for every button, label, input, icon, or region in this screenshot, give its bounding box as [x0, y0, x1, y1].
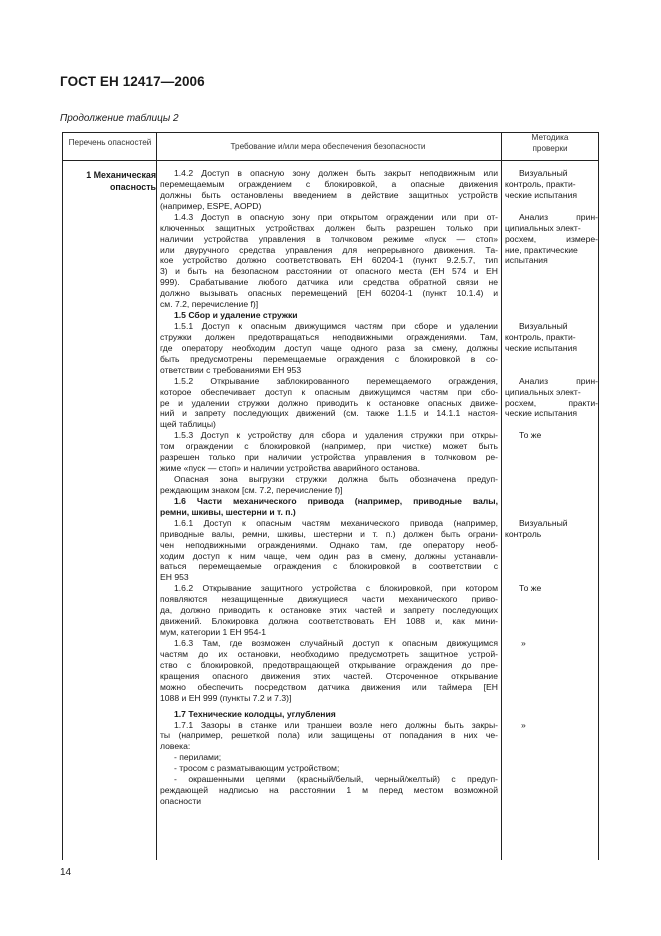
table-header-border	[62, 160, 598, 161]
method-line: росхем, практи-	[505, 397, 598, 408]
method-line: ческие испытания	[505, 408, 578, 419]
requirement-line: появляются незащищенные движущиеся части механического приво-	[160, 594, 498, 605]
requirement-line: 1.5 Сбор и удаление стружки	[174, 310, 298, 321]
method-line: ципиальных элект-	[505, 386, 581, 397]
requirement-line: ходим доступ к ним чаще, чем один раз в смену, должны устанавли-	[160, 550, 498, 561]
table-left-border	[62, 132, 63, 860]
requirement-line: 1.6.1 Доступ к опасным частям механического привода (например,	[174, 517, 498, 528]
method-line: Анализ прин-	[519, 211, 598, 222]
requirement-line: 1.6 Части механического привода (например, приводные валы,	[174, 495, 498, 506]
column-header-hazards: Перечень опасностей	[68, 138, 152, 147]
table-right-border	[598, 132, 599, 860]
requirement-line: 1.5.3 Доступ к устройству для сбора и удаления стружки при откры-	[174, 430, 498, 441]
requirement-line: перемещаемым ограждением с блокировкой, а опасные движения	[160, 178, 498, 189]
page-number: 14	[60, 867, 72, 878]
requirement-line: где оператору необходим доступ чаще одного раза за смену, должны	[160, 342, 498, 353]
requirement-line: ты (например, решеткой пола) или защищены от попадания в них че-	[160, 730, 498, 741]
requirement-line: ловека:	[160, 741, 191, 752]
table-divider-1	[156, 132, 157, 860]
method-line: То же	[519, 583, 542, 594]
requirement-line: 1.6.2 Открывание защитного устройства с блокировкой, при котором	[174, 583, 498, 594]
requirement-line: движений. Блокировка должна соответствовать ЕН 1088 и, как мини-	[160, 616, 498, 627]
requirement-line: Опасная зона выгрузки стружки должна быть обозначена предуп-	[174, 474, 498, 485]
requirement-line: 1.5.2 Открывание заблокированного перемещаемого ограждения,	[174, 375, 498, 386]
method-line: контроль, практи-	[505, 178, 576, 189]
requirement-line: 1.4.2 Доступ в опасную зону должен быть закрыт неподвижным или	[174, 168, 498, 178]
method-line: контроль, практи-	[505, 331, 576, 342]
requirement-line: 1.7 Технические колодцы, углубления	[174, 708, 336, 719]
requirement-line: 1.6.3 Там, где возможен случайный доступ к опасным движущимся	[174, 637, 498, 648]
requirement-line: реждающим знаком [см. 7.2, перечисление f)]	[160, 484, 343, 495]
requirement-line: ремни, шкивы, шестерни и т. п.)	[160, 506, 296, 517]
table-caption: Продолжение таблицы 2	[60, 113, 179, 124]
method-line: То же	[519, 430, 542, 441]
requirement-line: 1.4.3 Доступ в опасную зону при открытом ограждении или при от-	[174, 211, 498, 222]
requirement-line: кращения опасного движения этих частей. Отсроченное открывание	[160, 670, 498, 681]
table-divider-2	[501, 132, 502, 860]
requirement-line: жиме «пуск — стоп» и наличии устройства аварийного останова.	[160, 463, 420, 474]
requirement-line: 999). Срабатывание любого датчика или средства обратной связи не	[160, 277, 498, 288]
method-line: ческие испытания	[505, 342, 578, 353]
method-line: росхем, измере-	[505, 233, 598, 244]
requirement-line: чен неподвижными ограждениями. Однако там, где оператору необ-	[160, 539, 498, 550]
requirement-line: - тросом с разматывающим устройством;	[174, 763, 340, 774]
requirement-line: разрешен только при наличии устройства управления в толчковом ре-	[160, 452, 498, 463]
requirement-line: 1088 и ЕН 999 (пункты 7.2 и 7.3)]	[160, 692, 292, 703]
requirement-line: ваться перемещаемые ограждения с блокировкой в соответствии с	[160, 561, 498, 572]
method-line: »	[521, 637, 526, 648]
requirement-line: или двуручного средства управления для непрерывного движения. Та-	[160, 244, 498, 255]
method-line: ние, практические	[505, 244, 578, 255]
method-line: »	[521, 719, 526, 730]
requirement-line: (например, ESPE, AOPD)	[160, 200, 262, 211]
requirement-line: ре и удалении стружки должно приводить к остановке опасных движе-	[160, 397, 498, 408]
requirement-line: 1.7.1 Зазоры в станке или траншеи возле него должны быть закры-	[174, 719, 498, 730]
method-line: испытания	[505, 255, 548, 266]
requirement-line: ство с блокировкой, предотвращающей открывание ограждения до пре-	[160, 659, 498, 670]
method-line: ципиальных элект-	[505, 222, 581, 233]
method-line: ческие испытания	[505, 189, 578, 200]
requirement-line: опасности	[160, 796, 202, 806]
requirement-line: ответствии с требованиями ЕН 953	[160, 364, 302, 375]
requirement-line: да, должно приводить к остановке этих частей и запрету последующих	[160, 605, 498, 616]
method-line: контроль	[505, 528, 542, 539]
method-line: Визуальный	[519, 321, 568, 332]
column-header-method: Методика проверки	[531, 133, 569, 153]
requirement-line: 1.5.1 Доступ к опасным движущимся частям при сборе и удалении	[174, 321, 498, 332]
requirement-line: ключенных защитных устройствах должен быть разрешен только при	[160, 222, 498, 233]
requirement-line: приводные валы, ремни, шкивы, шестерни и т. п.) должен быть ограни-	[160, 528, 498, 539]
requirement-line: можно обеспечить посредством датчика движения или таймера [ЕН	[160, 681, 498, 692]
column-header-requirement: Требование и/или мера обеспечения безопасности	[230, 142, 426, 151]
requirement-line: должны быть остановлены введением в действие защитных устройств	[160, 189, 498, 200]
requirement-line: кое устройство должно соответствовать ЕН 60204-1 (пункт 9.2.5.7, тип	[160, 255, 498, 266]
document-title: ГОСТ ЕН 12417—2006	[60, 74, 205, 89]
requirement-line: мум, категории 1 ЕН 954-1	[160, 627, 267, 638]
hazard-label: 1 Механическая опасность	[86, 170, 156, 192]
requirement-line: том ограждении с блокировкой (например, при чистке) может быть	[160, 441, 498, 452]
requirement-line: щей таблицы)	[160, 419, 216, 430]
requirement-line: - окрашенными цепями (красный/белый, черный/желтый) с предуп-	[174, 774, 498, 785]
requirement-line: должно вызывать опасных перемещений [ЕН 60204-1 (пункт 10.1.4) и	[160, 288, 498, 299]
requirement-line: реждающей надписью на расстоянии 1 м перед местом возможной	[160, 785, 498, 796]
requirement-line: ний и запрету последующих движений (см. также 1.1.5 и 14.1.1 настоя-	[160, 408, 498, 419]
requirement-line: которое обеспечивает доступ к опасным движущимся частям при сбо-	[160, 386, 498, 397]
requirement-line: см. 7.2, перечисление f)]	[160, 299, 259, 310]
requirement-line: наличии устройства управления в толчковом режиме «пуск — стоп»	[160, 233, 498, 244]
method-line: Визуальный	[519, 517, 568, 528]
method-line: Визуальный	[519, 168, 568, 178]
requirement-line: стружки должен предотвращаться неподвижными ограждениями. Там,	[160, 331, 498, 342]
requirement-line: частям до их остановки, необходимо предусмотреть защитное устрой-	[160, 648, 498, 659]
requirement-line: - перилами;	[174, 752, 222, 763]
requirement-line: 3) и быть на безопасном расстоянии от опасного места (ЕН 574 и ЕН	[160, 266, 498, 277]
requirement-line: ЕН 953	[160, 572, 189, 583]
method-line: Анализ прин-	[519, 375, 598, 386]
requirement-line: быть предусмотрены перемещаемые ограждения с блокировкой в со-	[160, 353, 498, 364]
